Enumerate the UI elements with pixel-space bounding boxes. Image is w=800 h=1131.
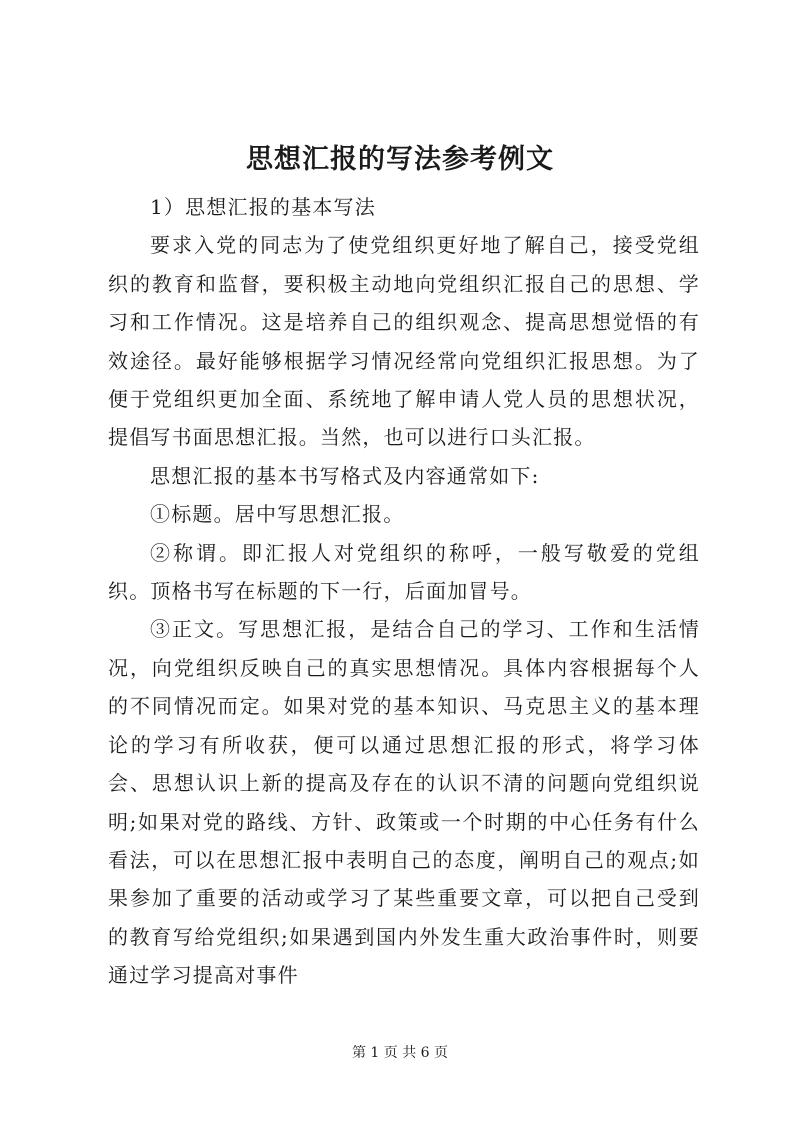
document-body xyxy=(108,188,700,995)
section-heading: 1）思想汇报的基本写法 xyxy=(150,195,376,219)
paragraph-item-salutation: ②称谓。即汇报人对党组织的称呼，一般写敬爱的党组织。顶格书写在标题的下一行，后面加冒号。 xyxy=(108,540,700,604)
paragraph-intro: 要求入党的同志为了使党组织更好地了解自己，接受党组织的教育和监督，要积极主动地向党组织汇报自己的思想、学习和工作情况。这是培养自己的组织观念、提高思想觉悟的有效途径。最好能够根据学习情况经常向党组织汇报思想。为了便于党组织更加全面、系统地了解申请人党人员的思想状况，提倡写书面思想汇报。当然，也可以进行口头汇报。 xyxy=(108,233,700,450)
document-title: 思想汇报的写法参考例文 xyxy=(246,144,554,175)
paragraph-item-title: ①标题。居中写思想汇报。 xyxy=(150,502,405,527)
page-footer: 第 1 页 共 6 页 xyxy=(351,1045,449,1061)
paragraph-format-lead: 思想汇报的基本书写格式及内容通常如下: xyxy=(150,463,540,488)
paragraph-item-body: ③正文。写思想汇报，是结合自己的学习、工作和生活情况，向党组织反映自己的真实思想情况。具体内容根据每个人的不同情况而定。如果对党的基本知识、马克思主义的基本理论的学习有所收获，便可以通过思想汇报的形式，将学习体会、思想认识上新的提高及存在的认识不清的问题向党组织说明;如果对党的路线、方针、政策或一个时期的中心任务有什么看法，可以在思想汇报中表明自己的态度，阐明自己的观点;如果参加了重要的活动或学习了某些重要文章，可以把自己受到的教育写给党组织;如果遇到国内外发生重大政治事件时，则要通过学习提高对事件 xyxy=(108,617,700,988)
